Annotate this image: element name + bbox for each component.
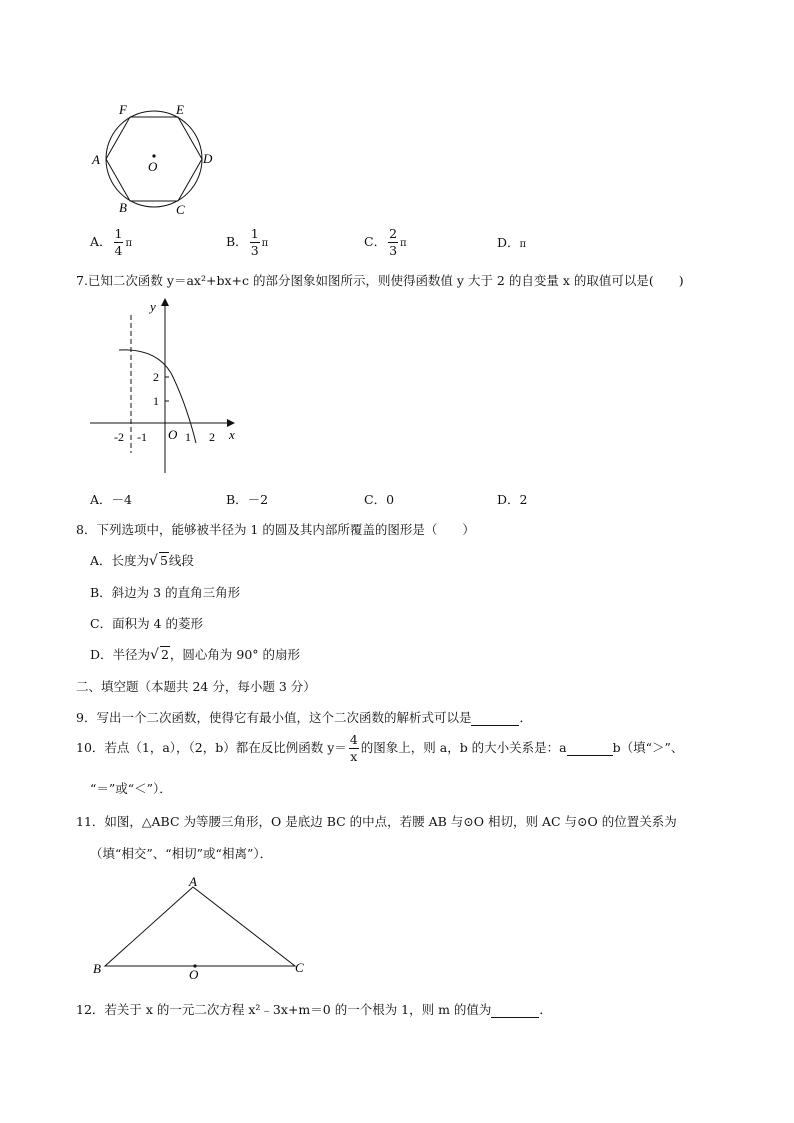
label-e: E xyxy=(176,102,184,117)
label-f: F xyxy=(119,102,127,117)
q9: 9．写出一个二次函数，使得它有最小值，这个二次函数的解析式可以是 ． xyxy=(76,710,532,725)
label-c: C xyxy=(176,202,185,217)
label-b: B xyxy=(93,961,101,976)
q8-stem: 8．下列选项中，能够被半径为 1 的圆及其内部所覆盖的图形是（ ） xyxy=(76,522,475,537)
center-point xyxy=(152,154,155,157)
q7-option-a[interactable]: A．－4 xyxy=(90,492,132,507)
q8-option-c[interactable]: C．面积为 4 的菱形 xyxy=(90,616,203,631)
q11-triangle-figure xyxy=(90,873,312,983)
q6-option-a[interactable]: A． $\frac{1}{4}$ π xyxy=(90,226,133,258)
label-c: C xyxy=(295,960,304,975)
tick-y-2: 2 xyxy=(153,370,159,384)
label-b: B xyxy=(119,200,127,215)
label-a: A xyxy=(189,874,197,889)
q10-answer-blank[interactable] xyxy=(567,740,613,756)
label-o: O xyxy=(148,159,158,174)
label-a: A xyxy=(92,152,100,167)
q8-option-b[interactable]: B．斜边为 3 的直角三角形 xyxy=(90,585,241,600)
tick-x-1: 1 xyxy=(185,430,191,444)
x-axis-label: x xyxy=(229,427,235,442)
q7-parabola-graph xyxy=(86,293,246,478)
label-o: O xyxy=(189,967,199,982)
hexagon-circle-figure xyxy=(88,98,228,220)
label-d: D xyxy=(203,151,213,166)
q10-line2: “＝”或“＜”）． xyxy=(90,781,172,796)
q7-stem: 7.已知二次函数 y＝ax²+bx+c 的部分图象如图所示，则使得函数值 y 大于 2 的自变量 x 的取值可以是( ) xyxy=(76,273,684,288)
tick-x-neg1: -1 xyxy=(137,430,147,444)
q10-line1: 10．若点（1，a），（2，b）都在反比例函数 y＝ $\frac{4}{x}$ 的图象上，则 a，b 的大小关系是：a b（填“＞”、 xyxy=(76,732,684,764)
q7-option-c[interactable]: C．0 xyxy=(364,492,395,507)
q12: 12．若关于 x 的一元二次方程 x²﹣3x+m＝0 的一个根为 1，则 m 的值为 ． xyxy=(76,1002,552,1017)
q7-option-b[interactable]: B．－2 xyxy=(226,492,269,507)
q6-option-d[interactable]: D．π xyxy=(497,235,527,250)
tick-y-1: 1 xyxy=(153,394,159,408)
triangle-abc xyxy=(105,887,295,966)
q9-answer-blank[interactable] xyxy=(471,710,519,726)
q11-line2: （填“相交”、“相切”或“相离”）． xyxy=(90,846,273,861)
q6-option-b[interactable]: B． $\frac{1}{3}$ π xyxy=(226,226,269,258)
origin-label: O xyxy=(168,427,178,442)
q12-answer-blank[interactable] xyxy=(491,1002,539,1018)
tick-x-2: 2 xyxy=(209,430,215,444)
q6-option-c[interactable]: C． $\frac{2}{3}$ π xyxy=(364,226,407,258)
q8-option-a[interactable]: A．长度为√ 5线段 xyxy=(90,553,194,569)
q7-option-d[interactable]: D．2 xyxy=(497,492,528,507)
y-axis-label: y xyxy=(150,299,156,314)
section-fill-in-heading: 二、填空题（本题共 24 分，每小题 3 分） xyxy=(76,679,316,694)
tick-x-neg2: -2 xyxy=(114,430,124,444)
q11-line1: 11．如图，△ABC 为等腰三角形，O 是底边 BC 的中点，若腰 AB 与⊙O 相切，则 AC 与⊙O 的位置关系为 xyxy=(76,814,677,829)
q8-option-d[interactable]: D．半径为√ 2，圆心角为 90° 的扇形 xyxy=(90,647,301,663)
